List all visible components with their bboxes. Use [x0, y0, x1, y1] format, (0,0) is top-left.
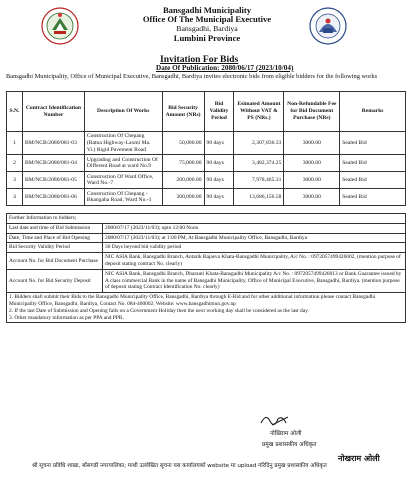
info-value: NIC ASIA Bank, Bansgadhi Branch, Antarik Rajasva Khata-Bansgadhi Municipality, A/c No. : 0972057499426002, (mention purpose of deposit stating contract No. clearly) — [103, 253, 406, 270]
col-header-validity: Bid Validity Period — [204, 92, 234, 132]
cell-validity: 90 days — [204, 155, 234, 172]
cell-contract-id: BM/NCB/2080/081-03 — [22, 132, 84, 155]
table-row — [7, 243, 406, 253]
cell-bid-security: 200,000.00 — [162, 172, 204, 189]
cell-contract-id: BM/NCB/2080/081-06 — [22, 189, 84, 206]
note-1: 1. Bidders shall submit their Bids to the Bansgadhi Municipality Office, Bansgadhi, Bardiya through E-Bid and for other additional information please contact Bansgadhi Municipality Office, Bansgadhi, Bardiya, Contact No. 084-400002, Website: www.bansgadhimun.gov.np — [9, 294, 376, 307]
cell-sn: 2 — [7, 155, 23, 172]
province-name: Lumbini Province — [173, 33, 241, 43]
info-value: 2080/07/17 (2023/11/03); upto 12:00 Noon — [103, 223, 406, 233]
cell-bid-security: 300,000.00 — [162, 189, 204, 206]
cell-estimated-amount: 13,686,156.58 — [234, 189, 284, 206]
cell-sn: 3 — [7, 172, 23, 189]
col-header-fee: Non-Refundable Fee for Bid Document Purchase (NRs) — [284, 92, 340, 132]
table-row — [7, 172, 406, 189]
table-row — [7, 253, 406, 270]
cell-fee: 3000.00 — [284, 172, 340, 189]
table-row — [7, 269, 406, 292]
further-info-table — [6, 213, 406, 323]
cell-bid-security: 50,000.00 — [162, 132, 204, 155]
bid-table — [6, 91, 406, 206]
notice-title: Invitation For Bids — [160, 54, 239, 65]
cell-fee: 3000.00 — [284, 155, 340, 172]
further-info-heading-row — [7, 214, 406, 224]
cell-remarks: Sealed Bid — [340, 132, 406, 155]
info-value: 2080/07/17 (2023/11/03); at 1:00 PM, At Bansgadhi Municipality Office, Bansgadhi, Bardiya — [103, 233, 406, 243]
col-header-remarks: Remarks — [340, 92, 406, 132]
info-value: NIC ASIA Bank, Bansgadhi Branch, Dharauti Khata-Bansgadhi Municipality A/c No. : 0972057499426013 or Bank Guarantee issued by A class commercial Bank in the name of Bansgadhi Municipality, Office of Municipal Executive, Bansgadhi, Bardiya. (mention purpose of deposit stating Contract Identification No. clearly) — [103, 269, 406, 292]
footer-note: श्री सूचना प्रविधि शाखा, बाँसगढी नगरपालिका; माथी उल्लेखित सूचना यस कार्यालयको website मा upload गरिदिनु प्रमुख प्रशासकीय अधिकृत — [32, 463, 327, 469]
table-row — [7, 233, 406, 243]
note-2: 2. If the last Date of Submission and Opening falls on a Government Holiday then the next working day shall be considered as the last day. — [9, 307, 309, 314]
cell-fee: 3000.00 — [284, 189, 340, 206]
signatory-name-large: नोखराम ओली — [338, 454, 380, 463]
note-3: 3. Other mandatory information as per PPA and PPR. — [9, 314, 124, 321]
info-value: 30 Days beyond bid validity period — [103, 243, 406, 253]
col-header-contract-id: Contract Identification Number — [22, 92, 84, 132]
publication-date: Date Of Publication: 2080/06/17 (2023/10/04) — [156, 64, 294, 72]
cell-remarks: Sealed Bid — [340, 172, 406, 189]
table-row — [7, 223, 406, 233]
col-header-estimated-amount: Esimated Amount Without VAT & PS (NRs.) — [234, 92, 284, 132]
bid-table-header-row — [7, 92, 406, 132]
info-label: Date, Time and Place of Bid Opening — [7, 233, 103, 243]
cell-estimated-amount: 7,978,465.31 — [234, 172, 284, 189]
cell-validity: 90 days — [204, 172, 234, 189]
notes-cell — [7, 293, 406, 323]
signatory-name: नोखिराम ओली — [270, 431, 302, 437]
table-row — [7, 155, 406, 172]
office-location: Bansgadhi, Bardiya — [176, 24, 238, 33]
cell-contract-id: BM/NCB/2080/081-04 — [22, 155, 84, 172]
cell-fee: 3000.00 — [284, 132, 340, 155]
info-label: Last date and time of Bid Submission — [7, 223, 103, 233]
cell-estimated-amount: 3,482,374.25 — [234, 155, 284, 172]
col-header-description: Description Of Works — [84, 92, 162, 132]
cell-description: Construction Of Chepang (Ratna Highway-Laxmi Ma. Vi.) Rigid Pavement Road — [84, 132, 162, 155]
cell-description: Upgrading and Construction Of Different Road at ward No.9 — [84, 155, 162, 172]
intro-paragraph: Bansgadhi Municipality, Office of Municipal Executive, Bansgadhi, Bardiya invites electronic bids from eligible bidders for the following works — [6, 73, 378, 80]
table-row — [7, 132, 406, 155]
cell-description: Construction Of Ward Office, Ward No.-7 — [84, 172, 162, 189]
further-info-heading: Further Information to bidders; — [7, 214, 406, 224]
cell-remarks: Sealed Bid — [340, 155, 406, 172]
handwritten-signature — [258, 411, 292, 429]
cell-bid-security: 75,000.00 — [162, 155, 204, 172]
office-name: Office Of The Municipal Executive — [142, 14, 272, 24]
cell-contract-id: BM/NCB/2080/081-05 — [22, 172, 84, 189]
cell-description: Construction Of Chepang - Bhangaha Road, Ward No.-1 — [84, 189, 162, 206]
col-header-sn: S.N. — [7, 92, 23, 132]
info-label: Account No. for Bid Security Deposit — [7, 269, 103, 292]
cell-validity: 90 days — [204, 132, 234, 155]
info-label: Account No. for Bid Document Purchase — [7, 253, 103, 270]
cell-validity: 90 days — [204, 189, 234, 206]
cell-remarks: Sealed Bid — [340, 189, 406, 206]
municipality-name: Bansgadhi Municipality — [162, 5, 252, 15]
signatory-title: प्रमुख प्रशासकीय अधिकृत — [262, 442, 317, 448]
info-label: Bid Security Validity Period — [7, 243, 103, 253]
col-header-bid-security: Bid Security Amount (NRs) — [162, 92, 204, 132]
cell-sn: 4 — [7, 189, 23, 206]
table-row — [7, 189, 406, 206]
cell-sn: 1 — [7, 132, 23, 155]
notes-row — [7, 293, 406, 323]
cell-estimated-amount: 2,307,836.33 — [234, 132, 284, 155]
